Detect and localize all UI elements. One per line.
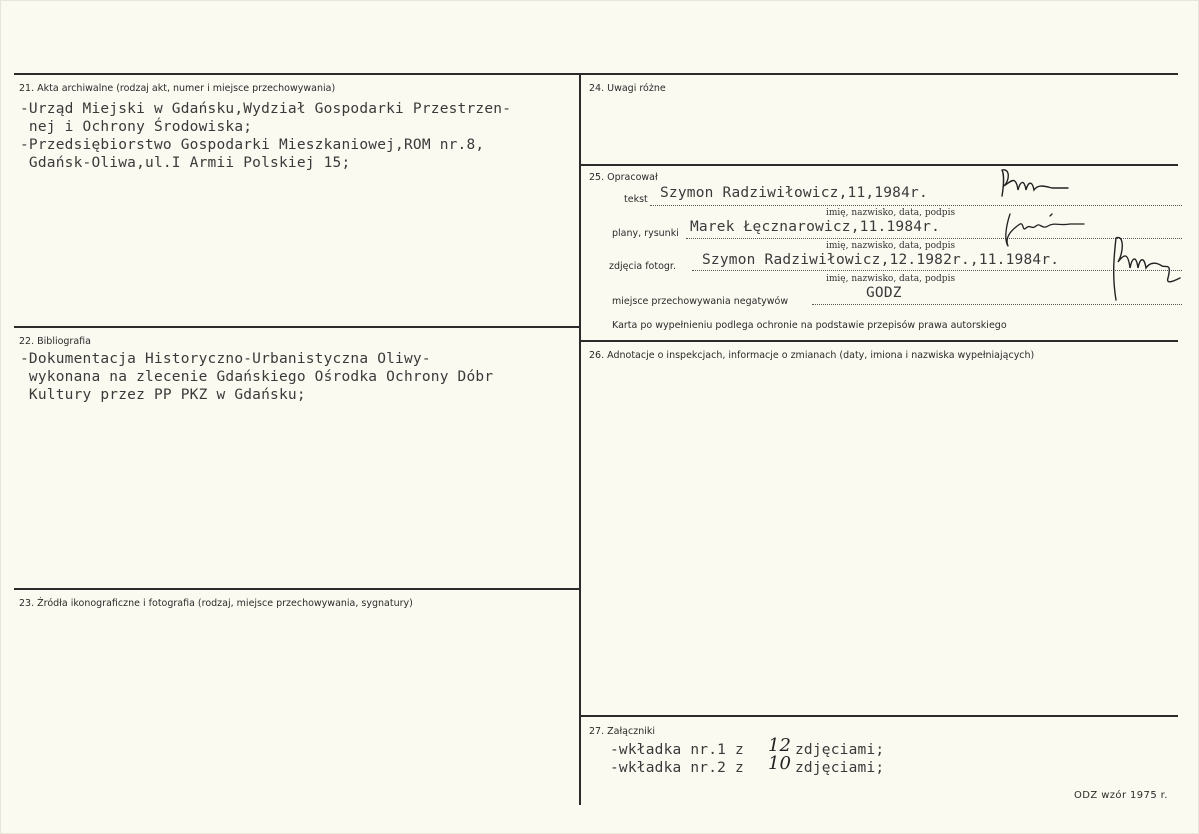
tekst-label: tekst xyxy=(624,194,648,205)
section-27-label: 27. Załączniki xyxy=(589,726,655,737)
form-footer: ODZ wzór 1975 r. xyxy=(1074,790,1168,801)
signature-2 xyxy=(1000,206,1090,250)
miejsce-value: GODZ xyxy=(866,285,902,301)
section-22-label: 22. Bibliografia xyxy=(19,336,91,347)
plany-caption: imię, nazwisko, data, podpis xyxy=(826,241,956,251)
section-25-label: 25. Opracował xyxy=(589,172,658,183)
right-rule-26 xyxy=(581,340,1178,342)
attachment-1-suffix: zdjęciami; xyxy=(795,742,885,758)
section-21-line-2: nej i Ochrony Środowiska; xyxy=(20,119,253,135)
plany-label: plany, rysunki xyxy=(612,228,679,239)
signature-1 xyxy=(996,166,1076,202)
left-rule-22 xyxy=(14,326,579,328)
right-rule-25 xyxy=(581,164,1178,166)
top-rule xyxy=(14,73,1178,75)
section-22-line-3: Kultury przez PP PKZ w Gdańsku; xyxy=(20,387,306,403)
section-22-line-1: -Dokumentacja Historyczno-Urbanistyczna Oliwy- xyxy=(20,351,431,367)
right-rule-27 xyxy=(581,715,1178,717)
left-rule-23 xyxy=(14,588,579,590)
plany-value: Marek Łęcznarowicz,11.1984r. xyxy=(690,219,941,235)
section-23-label: 23. Źródła ikonograficzne i fotografia (rodzaj, miejsce przechowywania, sygnatury) xyxy=(19,598,413,609)
attachment-1-prefix: -wkładka nr.1 z xyxy=(610,742,744,758)
attachment-2-count: 10 xyxy=(768,753,791,774)
section-22-line-2: wykonana na zlecenie Gdańskiego Ośrodka Ochrony Dóbr xyxy=(20,369,494,385)
miejsce-label: miejsce przechowywania negatywów xyxy=(612,296,789,307)
tekst-caption: imię, nazwisko, data, podpis xyxy=(826,208,956,218)
column-divider xyxy=(579,75,581,805)
zdjecia-label: zdjęcia fotogr. xyxy=(609,261,676,272)
section-26-label: 26. Adnotacje o inspekcjach, informacje o zmianach (daty, imiona i nazwiska wypełniających) xyxy=(589,350,1035,361)
attachment-1-count: 12 xyxy=(768,735,791,756)
section-21-line-3: -Przedsiębiorstwo Gospodarki Mieszkaniowej,ROM nr.8, xyxy=(20,137,485,153)
attachment-2-suffix: zdjęciami; xyxy=(795,760,885,776)
zdjecia-caption: imię, nazwisko, data, podpis xyxy=(826,274,956,284)
tekst-value: Szymon Radziwiłowicz,11,1984r. xyxy=(660,185,928,201)
copyright-note: Karta po wypełnieniu podlega ochronie na podstawie przepisów prawa autorskiego xyxy=(612,320,1007,331)
signature-3 xyxy=(1106,232,1186,304)
zdjecia-value: Szymon Radziwiłowicz,12.1982r.,11.1984r. xyxy=(702,252,1060,268)
miejsce-dotted-line xyxy=(812,304,1182,305)
section-24-label: 24. Uwagi różne xyxy=(589,83,666,94)
attachment-2-prefix: -wkładka nr.2 z xyxy=(610,760,744,776)
section-21-line-4: Gdańsk-Oliwa,ul.I Armii Polskiej 15; xyxy=(20,155,351,171)
section-21-label: 21. Akta archiwalne (rodzaj akt, numer i miejsce przechowywania) xyxy=(19,83,336,94)
tekst-dotted-line xyxy=(650,205,1182,206)
section-21-line-1: -Urząd Miejski w Gdańsku,Wydział Gospodarki Przestrzen- xyxy=(20,101,512,117)
